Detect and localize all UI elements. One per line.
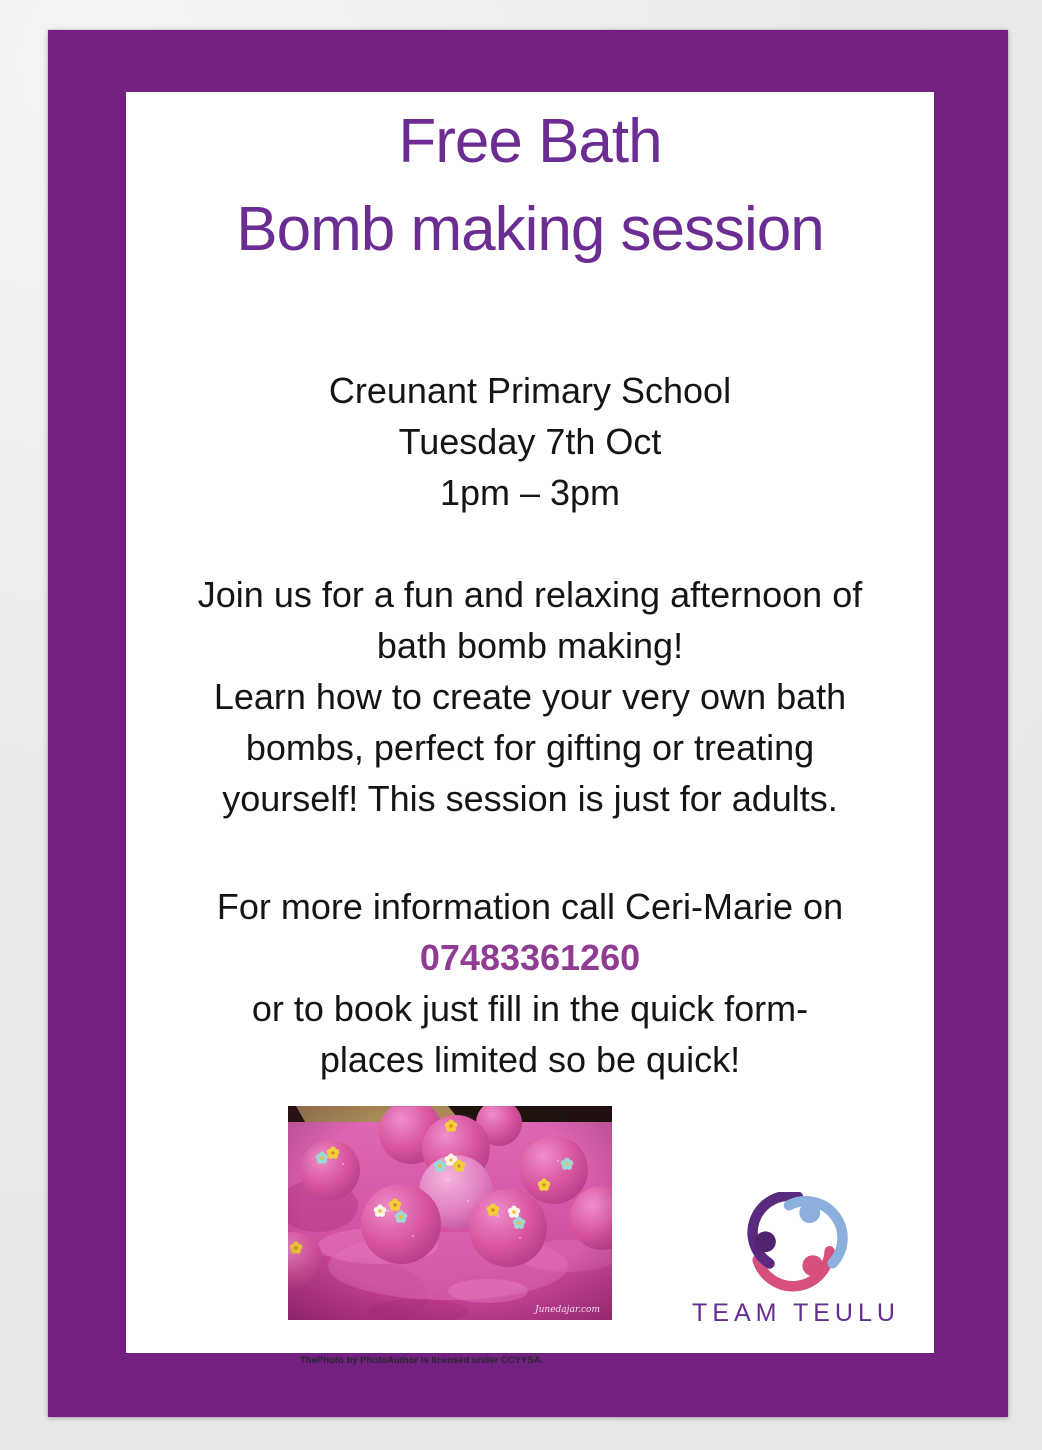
photo-watermark: Junedajar.com	[535, 1305, 600, 1315]
contact-info	[126, 881, 934, 1085]
bath-bombs-photo	[288, 1106, 612, 1320]
description-line-3: Learn how to create your very own bath	[213, 676, 847, 717]
contact-line-1: For more information call Ceri-Marie on	[216, 886, 844, 927]
contact-line-2: or to book just fill in the quick form-	[251, 988, 809, 1029]
logo-text: TEAM TEULU	[692, 1299, 900, 1327]
team-teulu-logo	[690, 1192, 902, 1328]
description-line-1: Join us for a fun and relaxing afternoon of	[197, 574, 863, 615]
event-time: 1pm – 3pm	[439, 472, 621, 513]
title-line-1: Free Bath	[398, 107, 662, 176]
title-line-2: Bomb making session	[236, 195, 824, 264]
contact-line-3: places limited so be quick!	[319, 1039, 741, 1080]
event-location: Creunant Primary School	[328, 370, 732, 411]
phone-number: 07483361260	[419, 937, 641, 978]
event-date: Tuesday 7th Oct	[398, 421, 662, 462]
logo-figure-blue	[789, 1192, 855, 1268]
flyer-poster	[48, 30, 1008, 1417]
flyer-title	[126, 98, 934, 274]
event-description	[126, 569, 934, 824]
description-line-2: bath bomb making!	[376, 625, 684, 666]
photo-attribution: ThePhoto by PhotoAuthor is licensed under CCYYSA.	[300, 1355, 544, 1366]
description-line-4: bombs, perfect for gifting or treating	[245, 727, 815, 768]
team-teulu-logo-icon	[690, 1192, 902, 1292]
description-line-5: yourself! This session is just for adults.	[222, 778, 838, 819]
event-details	[126, 365, 934, 518]
flyer-card	[126, 92, 934, 1353]
